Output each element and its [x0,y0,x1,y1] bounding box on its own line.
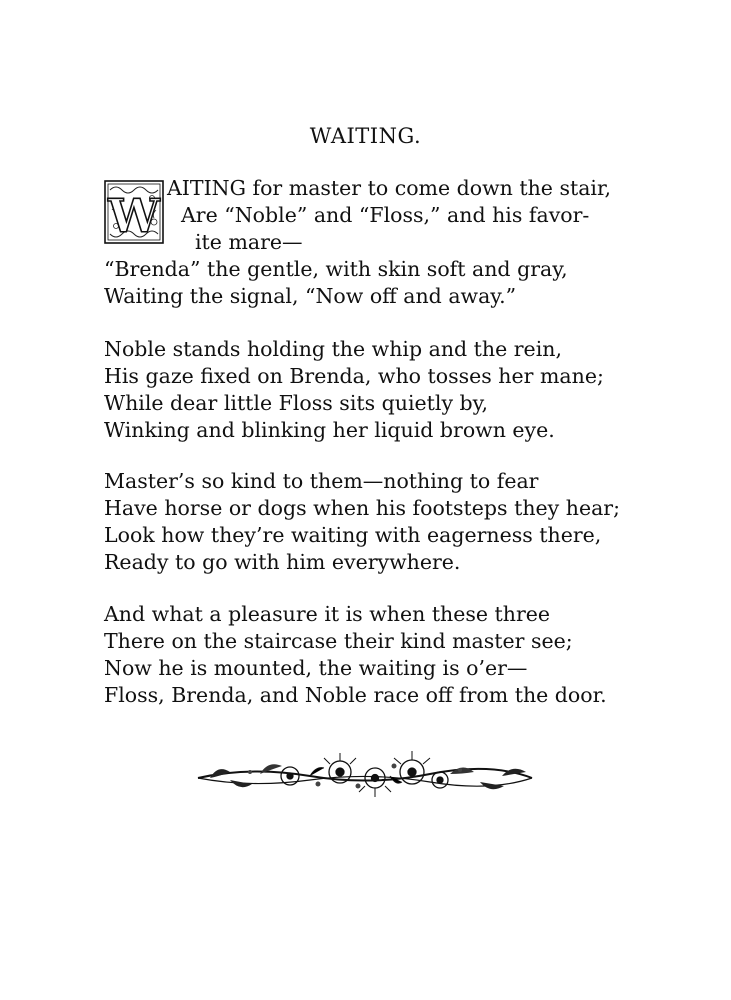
decorated-initial-w-icon [104,180,164,244]
poem-line: And what a pleasure it is when these three [104,602,551,626]
poem-line: Noble stands holding the whip and the rein, [104,337,562,361]
poem-line: Waiting the signal, “Now off and away.” [104,284,517,308]
poem-line: Have horse or dogs when his footsteps they hear; [104,496,621,520]
poem-line: AITING for master to come down the stair, [167,176,612,200]
floral-vignette-icon [190,748,540,802]
poem-line: His gaze fixed on Brenda, who tosses her mane; [104,364,604,388]
dropcap-letter: W [108,189,160,243]
poem-line: Are “Noble” and “Floss,” and his favor- [181,203,590,227]
poem-line: Ready to go with him everywhere. [104,550,461,574]
poem-line: Master’s so kind to them—nothing to fear [104,469,539,493]
poem-line: “Brenda” the gentle, with skin soft and gray, [104,257,568,281]
poem-line: ite mare— [195,230,303,254]
poem-line: Now he is mounted, the waiting is o’er— [104,656,528,680]
poem-line: Floss, Brenda, and Noble race off from the door. [104,683,607,707]
poem-line: There on the staircase their kind master see; [104,629,573,653]
poem-line: Look how they’re waiting with eagerness there, [104,523,602,547]
poem-line: Winking and blinking her liquid brown eye. [104,418,555,442]
poem-line: While dear little Floss sits quietly by, [104,391,489,415]
poem-title: WAITING. [309,124,422,148]
